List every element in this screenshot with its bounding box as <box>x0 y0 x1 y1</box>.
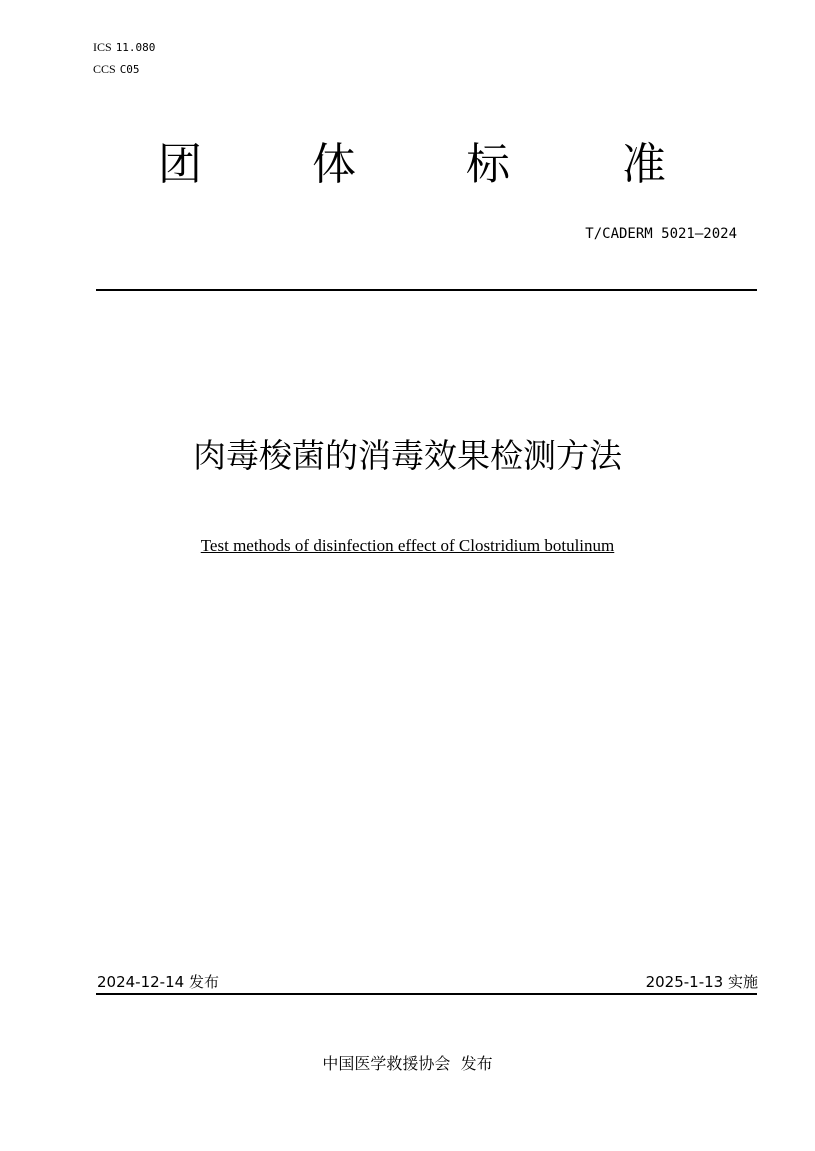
header-divider <box>96 289 757 291</box>
publisher: 中国医学救援协会 发布 <box>322 1054 493 1073</box>
standard-number: T/CADERM 5021—2024 <box>585 226 737 242</box>
title-english <box>0 536 815 556</box>
standard-type-char-2: 体 <box>312 139 356 190</box>
footer-divider <box>96 993 757 995</box>
standard-type-char-3: 标 <box>466 139 510 190</box>
standard-type-char-1: 团 <box>158 139 202 190</box>
ics-label: ICS <box>93 40 112 54</box>
title-english-text: Test methods of disinfection effect of Clostridium botulinum <box>200 536 615 555</box>
ccs-code <box>93 62 140 77</box>
title-chinese: 肉毒梭菌的消毒效果检测方法 <box>193 436 622 475</box>
ccs-value: C05 <box>119 63 140 76</box>
implement-date: 2025-1-13 实施 <box>645 973 758 991</box>
ics-code <box>93 40 155 55</box>
ics-value: 11.080 <box>115 41 156 54</box>
ccs-label: CCS <box>93 62 116 76</box>
release-date: 2024-12-14 发布 <box>97 973 219 991</box>
standard-type-char-4: 准 <box>622 139 666 190</box>
